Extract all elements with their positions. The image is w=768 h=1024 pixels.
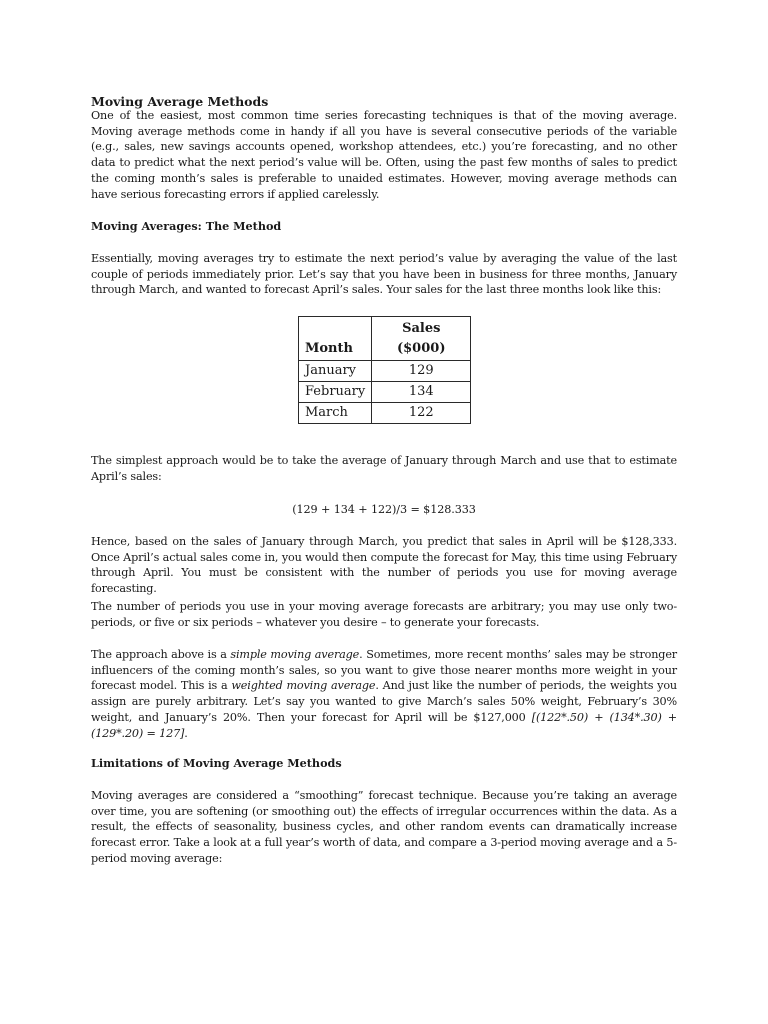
approach-text-4: . bbox=[184, 726, 188, 740]
weighted-calculation: [(122*.50) + (134*.30) + (129*.20) = 127] bbox=[91, 710, 677, 740]
hence-paragraph: Hence, based on the sales of January through March, you predict that sales in April will be $128,333. Once April’s actual sales come in, you would then compute the forecast for May, this time using February through April. You must be consistent with the number of periods you use for moving average forecasting. bbox=[91, 535, 677, 596]
table-cell-month: January bbox=[299, 361, 372, 382]
periods-paragraph: The number of periods you use in your moving average forecasts are arbitrary; you may use only two-periods, or five or six periods – whatever you desire – to generate your forecasts. bbox=[91, 600, 677, 629]
approach-text-1: The approach above is a bbox=[91, 648, 231, 661]
table-header-month: Month bbox=[299, 317, 372, 361]
weighted-moving-average-term: weighted moving average bbox=[231, 679, 376, 693]
table-row bbox=[299, 403, 471, 424]
average-formula: (129 + 134 + 122)/3 = $128.333 bbox=[292, 503, 476, 516]
table-row bbox=[299, 382, 471, 403]
method-paragraph: Essentially, moving averages try to estimate the next period’s value by averaging the value of the last couple of periods immediately prior. Let’s say that you have been in business for three months, January through March, and wanted to forecast April’s sales. Your sales for the last three months look like this: bbox=[91, 252, 677, 297]
approach-text-3: . And just like the number of periods, the weights you assign are purely arbitrary. Let’s say you wanted to give March’s sales 50% weight, February’s 30% weight, and January’s 20%. Then your forecast for April will be $127,000 bbox=[91, 679, 677, 724]
table-cell-sales: 134 bbox=[372, 382, 471, 403]
section-heading-method: Moving Averages: The Method bbox=[91, 219, 282, 233]
table-row bbox=[299, 361, 471, 382]
limitations-paragraph: Moving averages are considered a “smoothing” forecast technique. Because you’re taking an average over time, you are softening (or smoothing out) the effects of irregular occurrences within the data. As a result, the effects of seasonality, business cycles, and other random events can dramatically increase forecast error. Take a look at a full year’s worth of data, and compare a 3-period moving average and a 5-period moving average: bbox=[91, 789, 677, 865]
section-heading-limitations: Limitations of Moving Average Methods bbox=[91, 756, 342, 770]
table-header-row bbox=[299, 317, 471, 361]
approach-text-2: . Sometimes, more recent months’ sales may be stronger influencers of the coming month’s sales, so you want to give those nearer months more weight in your forecast model. This is a bbox=[91, 648, 677, 693]
simplest-approach-paragraph: The simplest approach would be to take the average of January through March and use that to estimate April’s sales: bbox=[91, 454, 677, 483]
table-cell-month: February bbox=[299, 382, 372, 403]
sales-table bbox=[298, 316, 471, 424]
table-cell-sales: 129 bbox=[372, 361, 471, 382]
table-cell-month: March bbox=[299, 403, 372, 424]
intro-paragraph: One of the easiest, most common time series forecasting techniques is that of the moving average. Moving average methods come in handy if all you have is several consecutive periods of the variable (e.g., sales, new savings accounts opened, workshop attendees, etc.) you’re forecasting, and no other data to predict what the next period’s value will be. Often, using the past few months of sales to predict the coming month’s sales is preferable to unaided estimates. However, moving average methods can have serious forecasting errors if applied carelessly. bbox=[91, 109, 677, 201]
approach-paragraph bbox=[91, 647, 677, 741]
document-title: Moving Average Methods bbox=[91, 94, 269, 109]
simple-moving-average-term: simple moving average bbox=[230, 648, 360, 661]
table-header-sales: Sales ($000) bbox=[372, 317, 471, 361]
table-cell-sales: 122 bbox=[372, 403, 471, 424]
